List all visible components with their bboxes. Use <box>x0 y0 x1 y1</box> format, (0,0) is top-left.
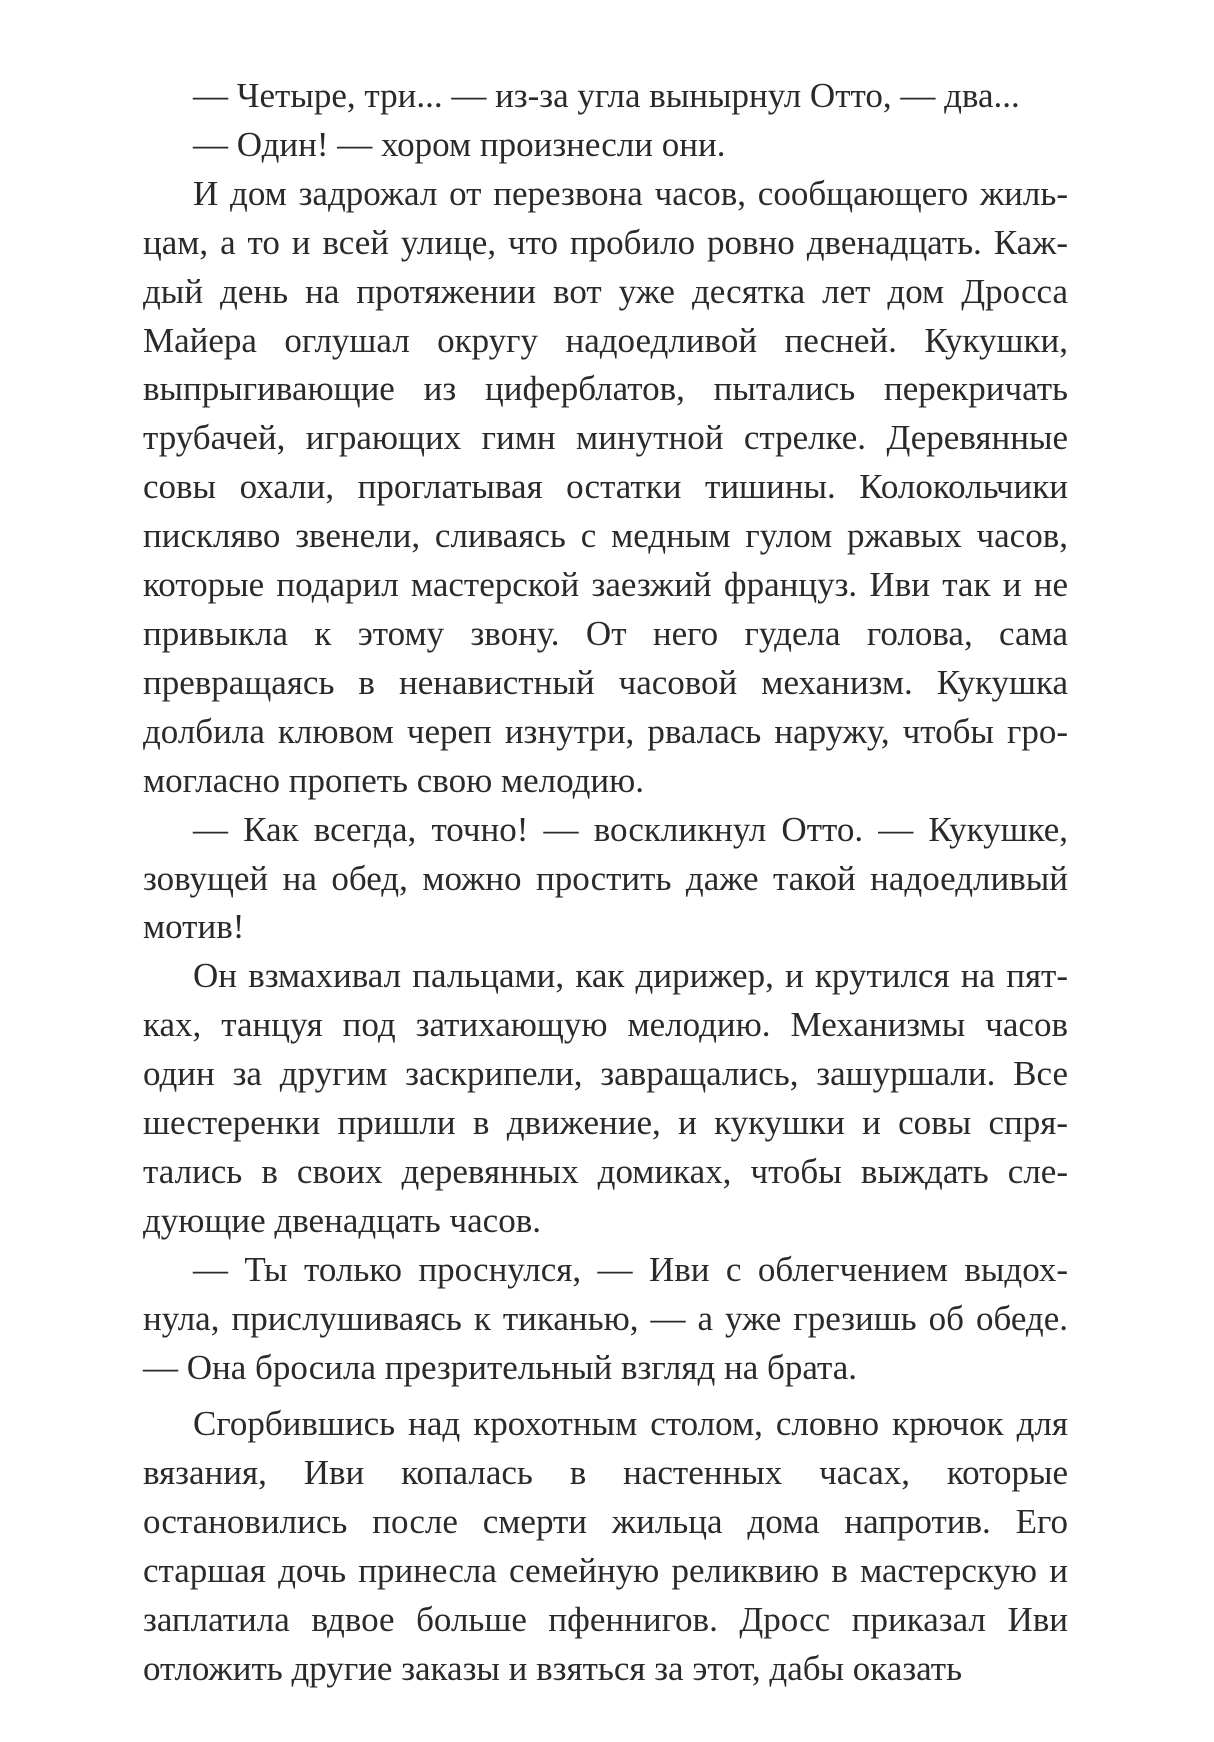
paragraph-dialogue-countdown: — Четыре, три... — из-за угла вынырнул Отто, — два... <box>193 76 1020 115</box>
paragraph-otto-exclaims: — Как всегда, точно! — воскликнул Отто. — Кукушке, зовущей на обед, можно простить даже такой надоедливый мотив! <box>143 809 1068 947</box>
paragraph-dialogue-one: — Один! — хором произнесли они. <box>193 124 726 164</box>
paragraph-ivi-working: Сгорбившись над крохотным столом, словно крючок для вязания, Иви копалась в настенных часах, которые остановились после смерти жильца дома напротив. Его старшая дочь принесла семейную реликвию в мастерскую и заплатила вдвое больше пфеннигов. Дросс приказал Иви отложить другие заказы и взяться за этот, дабы оказать <box>143 1404 1068 1688</box>
paragraph-clock-chime: И дом задрожал от перезвона часов, сообщающего жильцам, а то и всей улице, что пробило ровно двенадцать. Каждый день на протяжении вот уже десятка лет дом Дросса Майера оглушал округу надоедливой песней. Кукушки, выпрыгивающие из циферблатов, пытались перекричать трубачей, играющих гимн минутной стрелке. Деревянные совы охали, проглатывая остатки тишины. Колокольчики пискляво звенели, сливаясь с медным гулом ржавых часов, которые подарил мастерской заезжий француз. Иви так и не привыкла к этому звону. От него гудела голова, сама превращаясь в ненавистный часовой механизм. Кукушка долбила клювом череп изнутри, рвалась наружу, чтобы громогласно пропеть свою мелодию. <box>143 173 1068 800</box>
page-text <box>143 72 1068 1694</box>
paragraph-ivi-responds: — Ты только проснулся, — Иви с облегчением выдохнула, прислушиваясь к тиканью, — а уже грезишь об обеде. — Она бросила презрительный взгляд на брата. <box>143 1249 1068 1387</box>
paragraph-otto-dances: Он взмахивал пальцами, как дирижер, и крутился на пятках, танцуя под затихающую мелодию. Механизмы часов один за другим заскрипели, завращались, зашуршали. Все шестеренки пришли в движение, и кукушки и совы спрятались в своих деревянных домиках, чтобы выждать следующие двенадцать часов. <box>143 956 1068 1240</box>
